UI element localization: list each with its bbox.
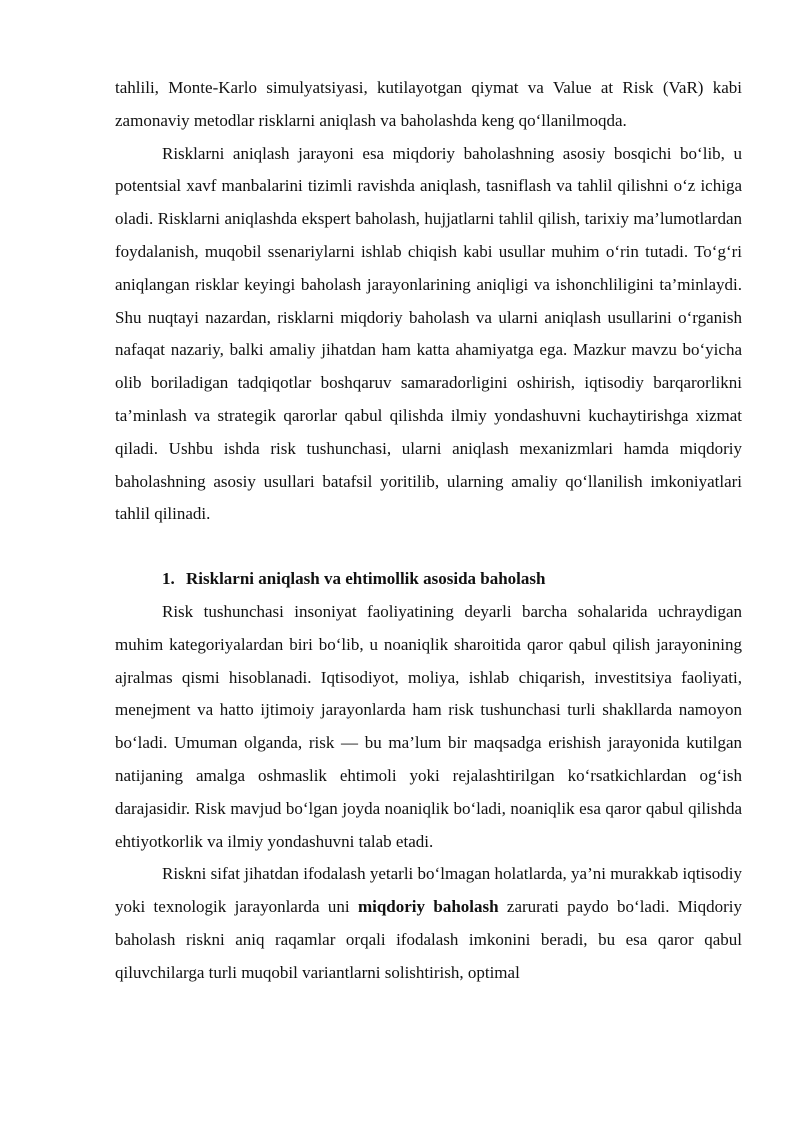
paragraph-text-before-bold: Riskni sifat jihatdan ifodalash yetarli bo‘lmagan holatlarda, ya’ni murakkab iqtisodiy yoki texnologik jarayonlarda uni: [115, 864, 742, 917]
document-body: [115, 72, 742, 990]
intro-paragraph: tahlili, Monte-Karlo simulyatsiyasi, kutilayotgan qiymat va Value at Risk (VaR) kabi zamonaviy metodlar risklarni aniqlash va baholashda keng qo‘llanilmoqda.: [115, 78, 742, 130]
paragraph-text-after-bold: zarurati paydo bo‘ladi. Miqdoriy baholash riskni aniq raqamlar orqali ifodalash imkonini beradi, bu esa qaror qabul qiluvchilarga turli muqobil variantlarni solishtirish, optimal: [115, 897, 743, 982]
bold-term: miqdoriy baholash: [357, 897, 499, 917]
paragraph-risk-concept: Risk tushunchasi insoniyat faoliyatining deyarli barcha sohalarida uchraydigan muhim kategoriyalardan biri bo‘lib, u noaniqlik sharoitida qaror qabul qilish jarayonining ajralmas qismi hisoblanadi. Iqtisodiyot, moliya, ishlab chiqarish, investitsiya faoliyati, menejment va hatto ijtimoiy jarayonlarda ham risk tushunchasi turli shakllarda namoyon bo‘ladi. Umuman olganda, risk — bu ma’lum bir maqsadga erishish jarayonida kutilgan natijaning amalga oshmaslik ehtimoli yoki rejalashtirilgan ko‘rsatkichlardan og‘ish darajasidir. Risk mavjud bo‘lgan joyda noaniqlik bo‘ladi, noaniqlik esa qaror qabul qilishda ehtiyotkorlik va ilmiy yondashuvni talab etadi.: [115, 601, 742, 851]
paragraph-risk-identification: Risklarni aniqlash jarayoni esa miqdoriy baholashning asosiy bosqichi bo‘lib, u potentsial xavf manbalarini tizimli ravishda aniqlash, tasniflash va tahlil qilishni o‘z ichiga oladi. Risklarni aniqlashda ekspert baholash, hujjatlarni tahlil qilish, tarixiy ma’lumotlardan foydalanish, muqobil ssenariylarni ishlab chiqish kabi usullar muhim o‘rin tutadi. To‘g‘ri aniqlangan risklar keyingi baholash jarayonlarining aniqligi va ishonchliligini ta’minlaydi. Shu nuqtayi nazardan, risklarni miqdoriy baholash va ularni aniqlash usullarini o‘rganish nafaqat nazariy, balki amaliy jihatdan ham katta ahamiyatga ega. Mazkur mavzu bo‘yicha olib boriladigan tadqiqotlar boshqaruv samaradorligini oshirish, iqtisodiy barqarorlikni ta’minlash va strategik qarorlar qabul qilishda ilmiy yondashuvni kuchaytirishga xizmat qiladi. Ushbu ishda risk tushunchasi, ularni aniqlash mexanizmlari hamda miqdoriy baholashning asosiy usullari batafsil yoritilib, ularning amaliy qo‘llanilish imkoniyatlari tahlil qilinadi.: [115, 143, 742, 524]
section-title: Risklarni aniqlash va ehtimollik asosida baholash: [186, 569, 546, 589]
paragraph-quantitative-assessment: [115, 858, 742, 989]
section-heading: [115, 563, 742, 596]
section-number: 1.: [162, 569, 175, 589]
